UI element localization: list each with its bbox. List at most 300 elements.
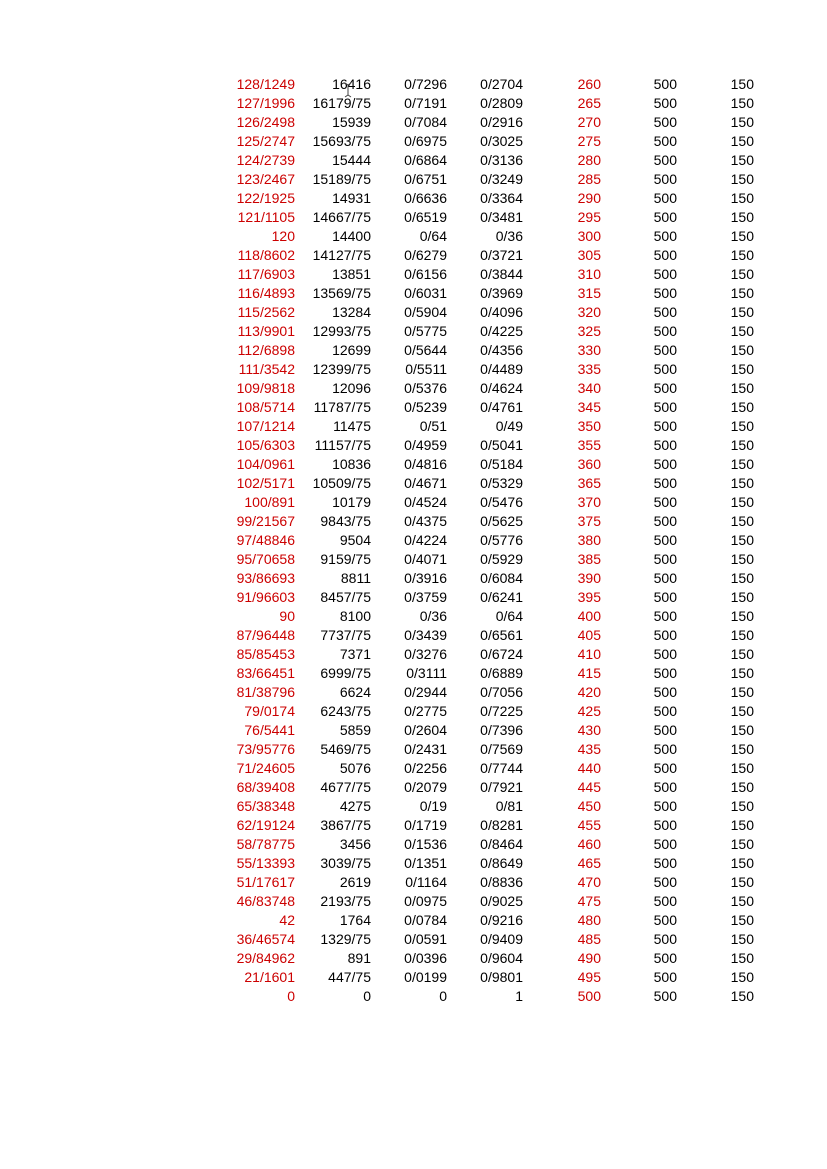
table-cell: 7371 xyxy=(339,646,371,662)
table-cell: 465 xyxy=(577,855,601,871)
table-cell: 13569/75 xyxy=(312,285,371,301)
table-cell: 150 xyxy=(730,399,754,415)
table-cell: 150 xyxy=(730,760,754,776)
table-cell: 93/86693 xyxy=(236,570,295,586)
table-cell: 126/2498 xyxy=(236,114,295,130)
table-cell: 150 xyxy=(730,703,754,719)
table-cell: 0/2431 xyxy=(404,741,447,757)
table-cell: 15939 xyxy=(332,114,371,130)
table-cell: 150 xyxy=(730,228,754,244)
table-cell: 0/9216 xyxy=(480,912,523,928)
table-cell: 0/6279 xyxy=(404,247,447,263)
table-cell: 150 xyxy=(730,304,754,320)
table-cell: 500 xyxy=(653,475,677,491)
table-cell: 150 xyxy=(730,969,754,985)
table-cell: 0/3249 xyxy=(480,171,523,187)
table-cell: 73/95776 xyxy=(236,741,295,757)
table-cell: 150 xyxy=(730,532,754,548)
table-cell: 0/5239 xyxy=(404,399,447,415)
table-cell: 340 xyxy=(577,380,601,396)
table-row xyxy=(224,778,760,797)
table-cell: 500 xyxy=(653,247,677,263)
table-row xyxy=(224,759,760,778)
table-cell: 14127/75 xyxy=(312,247,371,263)
table-cell: 447/75 xyxy=(328,969,371,985)
table-cell: 405 xyxy=(577,627,601,643)
table-cell: 118/8602 xyxy=(237,247,295,263)
table-cell: 0/3844 xyxy=(480,266,523,282)
table-cell: 105/6303 xyxy=(236,437,295,453)
table-cell: 0/4489 xyxy=(480,361,523,377)
table-cell: 120 xyxy=(271,228,295,244)
table-cell: 275 xyxy=(577,133,601,149)
table-cell: 500 xyxy=(653,760,677,776)
table-cell: 3039/75 xyxy=(320,855,371,871)
table-row xyxy=(224,379,760,398)
table-cell: 500 xyxy=(653,418,677,434)
table-cell: 123/2467 xyxy=(236,171,295,187)
table-cell: 121/1105 xyxy=(237,209,295,225)
table-cell: 0/64 xyxy=(495,608,523,624)
table-cell: 0/3111 xyxy=(406,665,447,681)
table-cell: 395 xyxy=(577,589,601,605)
table-cell: 500 xyxy=(653,114,677,130)
table-row xyxy=(224,816,760,835)
table-cell: 83/66451 xyxy=(236,665,295,681)
table-cell: 12699 xyxy=(332,342,371,358)
table-row xyxy=(224,341,760,360)
table-cell: 0/3439 xyxy=(404,627,447,643)
table-cell: 500 xyxy=(653,380,677,396)
table-cell: 305 xyxy=(577,247,601,263)
table-cell: 490 xyxy=(577,950,601,966)
table-cell: 107/1214 xyxy=(236,418,295,434)
table-cell: 440 xyxy=(577,760,601,776)
table-cell: 500 xyxy=(653,912,677,928)
table-cell: 0/9604 xyxy=(480,950,523,966)
table-cell: 0/1351 xyxy=(404,855,447,871)
table-row xyxy=(224,892,760,911)
table-cell: 0/1164 xyxy=(405,874,447,890)
table-cell: 115/2562 xyxy=(237,304,295,320)
data-table xyxy=(224,75,760,1006)
table-cell: 9843/75 xyxy=(320,513,371,529)
table-cell: 0/4624 xyxy=(480,380,523,396)
table-row xyxy=(224,284,760,303)
table-cell: 270 xyxy=(577,114,601,130)
table-cell: 0/7569 xyxy=(480,741,523,757)
table-cell: 113/9901 xyxy=(237,323,295,339)
table-cell: 51/17617 xyxy=(236,874,295,890)
table-cell: 0/6519 xyxy=(404,209,447,225)
table-cell: 0/5776 xyxy=(480,532,523,548)
table-cell: 500 xyxy=(653,703,677,719)
table-cell: 0/49 xyxy=(495,418,523,434)
table-cell: 111/3542 xyxy=(238,361,295,377)
table-cell: 0/6975 xyxy=(404,133,447,149)
table-cell: 150 xyxy=(730,931,754,947)
table-cell: 355 xyxy=(577,437,601,453)
table-cell: 15189/75 xyxy=(312,171,371,187)
table-row xyxy=(224,398,760,417)
table-cell: 460 xyxy=(577,836,601,852)
table-cell: 16179/75 xyxy=(312,95,371,111)
table-cell: 0/6156 xyxy=(404,266,447,282)
table-cell: 345 xyxy=(577,399,601,415)
table-cell: 6243/75 xyxy=(320,703,371,719)
table-cell: 330 xyxy=(577,342,601,358)
table-cell: 0/5644 xyxy=(404,342,447,358)
table-cell: 0/8836 xyxy=(480,874,523,890)
table-cell: 500 xyxy=(653,969,677,985)
table-cell: 0/7396 xyxy=(480,722,523,738)
table-cell: 0/5625 xyxy=(480,513,523,529)
table-cell: 0/1536 xyxy=(404,836,447,852)
table-cell: 0/1719 xyxy=(404,817,447,833)
table-cell: 14400 xyxy=(332,228,371,244)
table-cell: 430 xyxy=(577,722,601,738)
table-cell: 150 xyxy=(730,722,754,738)
table-cell: 150 xyxy=(730,114,754,130)
table-cell: 1 xyxy=(515,988,523,1004)
table-row xyxy=(224,550,760,569)
table-cell: 150 xyxy=(730,494,754,510)
table-cell: 11475 xyxy=(333,418,371,434)
table-cell: 150 xyxy=(730,266,754,282)
table-cell: 10836 xyxy=(332,456,371,472)
table-cell: 0/7191 xyxy=(404,95,447,111)
table-cell: 0/6864 xyxy=(404,152,447,168)
table-cell: 415 xyxy=(577,665,601,681)
table-cell: 15444 xyxy=(332,152,371,168)
table-cell: 500 xyxy=(653,589,677,605)
table-cell: 0/7921 xyxy=(480,779,523,795)
table-cell: 450 xyxy=(577,798,601,814)
table-cell: 15693/75 xyxy=(312,133,371,149)
table-cell: 0/2944 xyxy=(404,684,447,700)
table-cell: 500 xyxy=(653,266,677,282)
table-cell: 150 xyxy=(730,190,754,206)
table-cell: 150 xyxy=(730,950,754,966)
text-cursor-icon xyxy=(343,82,353,98)
table-row xyxy=(224,664,760,683)
table-cell: 71/24605 xyxy=(236,760,295,776)
table-cell: 81/38796 xyxy=(236,684,295,700)
table-cell: 91/96603 xyxy=(236,589,295,605)
table-cell: 150 xyxy=(730,456,754,472)
table-cell: 16416 xyxy=(332,76,371,92)
table-cell: 0/3025 xyxy=(480,133,523,149)
table-cell: 500 xyxy=(653,684,677,700)
table-row xyxy=(224,512,760,531)
table-cell: 55/13393 xyxy=(236,855,295,871)
table-cell: 500 xyxy=(653,342,677,358)
table-cell: 150 xyxy=(730,209,754,225)
table-cell: 150 xyxy=(730,836,754,852)
table-row xyxy=(224,208,760,227)
table-cell: 0/8649 xyxy=(480,855,523,871)
table-cell: 495 xyxy=(577,969,601,985)
table-row xyxy=(224,797,760,816)
table-cell: 500 xyxy=(653,361,677,377)
table-cell: 1764 xyxy=(339,912,371,928)
table-cell: 300 xyxy=(577,228,601,244)
table-cell: 0 xyxy=(363,988,371,1004)
table-cell: 0/8464 xyxy=(480,836,523,852)
table-cell: 500 xyxy=(653,798,677,814)
table-cell: 315 xyxy=(577,285,601,301)
table-cell: 0/6636 xyxy=(404,190,447,206)
table-cell: 150 xyxy=(730,589,754,605)
table-cell: 150 xyxy=(730,988,754,1004)
table-cell: 0/3969 xyxy=(480,285,523,301)
table-cell: 0/4524 xyxy=(404,494,447,510)
table-cell: 500 xyxy=(653,836,677,852)
table-cell: 435 xyxy=(577,741,601,757)
table-cell: 65/38348 xyxy=(236,798,295,814)
table-cell: 0/3721 xyxy=(480,247,523,263)
table-cell: 13851 xyxy=(332,266,371,282)
table-cell: 0/8281 xyxy=(480,817,523,833)
table-cell: 500 xyxy=(653,570,677,586)
table-row xyxy=(224,360,760,379)
table-cell: 500 xyxy=(653,779,677,795)
table-cell: 891 xyxy=(347,950,371,966)
table-cell: 21/1601 xyxy=(244,969,295,985)
table-cell: 500 xyxy=(653,817,677,833)
table-cell: 500 xyxy=(653,627,677,643)
table-cell: 150 xyxy=(730,874,754,890)
table-cell: 500 xyxy=(653,551,677,567)
table-row xyxy=(224,246,760,265)
table-row xyxy=(224,417,760,436)
table-cell: 79/0174 xyxy=(244,703,295,719)
table-row xyxy=(224,740,760,759)
table-cell: 12096 xyxy=(332,380,371,396)
table-row xyxy=(224,968,760,987)
table-cell: 124/2739 xyxy=(236,152,295,168)
table-cell: 12399/75 xyxy=(312,361,371,377)
table-row xyxy=(224,987,760,1006)
table-cell: 470 xyxy=(577,874,601,890)
table-cell: 500 xyxy=(653,133,677,149)
table-cell: 0/2775 xyxy=(404,703,447,719)
table-cell: 0/9801 xyxy=(480,969,523,985)
table-cell: 360 xyxy=(577,456,601,472)
table-row xyxy=(224,607,760,626)
table-row xyxy=(224,170,760,189)
table-cell: 0/7056 xyxy=(480,684,523,700)
table-cell: 0/6084 xyxy=(480,570,523,586)
table-row xyxy=(224,303,760,322)
table-cell: 500 xyxy=(653,304,677,320)
table-cell: 150 xyxy=(730,342,754,358)
table-cell: 0/6241 xyxy=(480,589,523,605)
table-cell: 500 xyxy=(653,741,677,757)
table-row xyxy=(224,265,760,284)
table-cell: 0/5929 xyxy=(480,551,523,567)
table-cell: 0/0975 xyxy=(404,893,447,909)
table-row xyxy=(224,645,760,664)
table-cell: 0/2604 xyxy=(404,722,447,738)
table-cell: 260 xyxy=(577,76,601,92)
table-cell: 500 xyxy=(653,855,677,871)
table-cell: 108/5714 xyxy=(236,399,295,415)
table-row xyxy=(224,75,760,94)
table-row xyxy=(224,151,760,170)
table-cell: 500 xyxy=(653,988,677,1004)
table-cell: 150 xyxy=(730,798,754,814)
table-cell: 0/6031 xyxy=(404,285,447,301)
table-cell: 150 xyxy=(730,285,754,301)
table-row xyxy=(224,531,760,550)
table-row xyxy=(224,702,760,721)
table-cell: 2193/75 xyxy=(320,893,371,909)
table-cell: 6624 xyxy=(339,684,371,700)
table-cell: 500 xyxy=(653,893,677,909)
table-cell: 500 xyxy=(653,646,677,662)
table-cell: 99/21567 xyxy=(236,513,295,529)
table-cell: 0 xyxy=(439,988,447,1004)
table-cell: 3867/75 xyxy=(320,817,371,833)
table-row xyxy=(224,455,760,474)
table-cell: 0/2809 xyxy=(480,95,523,111)
table-cell: 8100 xyxy=(339,608,371,624)
table-cell: 100/891 xyxy=(244,494,295,510)
table-cell: 500 xyxy=(653,513,677,529)
table-row xyxy=(224,873,760,892)
table-cell: 0/3136 xyxy=(480,152,523,168)
table-cell: 0/9409 xyxy=(480,931,523,947)
table-row xyxy=(224,189,760,208)
table-cell: 0/5041 xyxy=(480,437,523,453)
table-cell: 104/0961 xyxy=(236,456,295,472)
table-cell: 0/3276 xyxy=(404,646,447,662)
table-cell: 500 xyxy=(653,494,677,510)
table-cell: 11157/75 xyxy=(314,437,371,453)
table-cell: 102/5171 xyxy=(236,475,295,491)
table-row xyxy=(224,626,760,645)
table-cell: 58/78775 xyxy=(236,836,295,852)
table-cell: 0/3481 xyxy=(480,209,523,225)
table-cell: 5076 xyxy=(339,760,371,776)
table-row xyxy=(224,474,760,493)
table-cell: 350 xyxy=(577,418,601,434)
table-cell: 76/5441 xyxy=(244,722,295,738)
table-cell: 445 xyxy=(577,779,601,795)
table-cell: 150 xyxy=(730,627,754,643)
table-cell: 150 xyxy=(730,684,754,700)
table-cell: 8457/75 xyxy=(320,589,371,605)
table-cell: 150 xyxy=(730,418,754,434)
table-row xyxy=(224,569,760,588)
table-cell: 0/81 xyxy=(495,798,523,814)
table-cell: 0/5775 xyxy=(404,323,447,339)
table-cell: 0/64 xyxy=(419,228,447,244)
table-cell: 390 xyxy=(577,570,601,586)
table-cell: 335 xyxy=(577,361,601,377)
table-row xyxy=(224,835,760,854)
table-cell: 150 xyxy=(730,551,754,567)
table-cell: 0/5476 xyxy=(480,494,523,510)
table-row xyxy=(224,854,760,873)
table-cell: 500 xyxy=(653,209,677,225)
table-cell: 150 xyxy=(730,475,754,491)
table-cell: 90 xyxy=(279,608,295,624)
table-cell: 62/19124 xyxy=(236,817,295,833)
table-cell: 150 xyxy=(730,133,754,149)
table-row xyxy=(224,132,760,151)
table-cell: 0/4225 xyxy=(480,323,523,339)
table-cell: 410 xyxy=(577,646,601,662)
table-cell: 46/83748 xyxy=(236,893,295,909)
table-cell: 400 xyxy=(577,608,601,624)
table-cell: 0/4071 xyxy=(404,551,447,567)
table-cell: 500 xyxy=(653,95,677,111)
table-cell: 310 xyxy=(577,266,601,282)
table-cell: 375 xyxy=(577,513,601,529)
table-cell: 0/0396 xyxy=(404,950,447,966)
table-cell: 0/7744 xyxy=(480,760,523,776)
table-cell: 150 xyxy=(730,779,754,795)
table-cell: 380 xyxy=(577,532,601,548)
table-cell: 500 xyxy=(653,950,677,966)
table-cell: 500 xyxy=(653,190,677,206)
table-cell: 500 xyxy=(653,152,677,168)
table-row xyxy=(224,949,760,968)
table-cell: 285 xyxy=(577,171,601,187)
table-cell: 68/39408 xyxy=(236,779,295,795)
table-cell: 0/2079 xyxy=(404,779,447,795)
table-cell: 500 xyxy=(653,399,677,415)
table-cell: 0/7225 xyxy=(480,703,523,719)
table-cell: 150 xyxy=(730,152,754,168)
table-cell: 150 xyxy=(730,855,754,871)
table-cell: 500 xyxy=(653,323,677,339)
table-cell: 0/0199 xyxy=(404,969,447,985)
table-cell: 1329/75 xyxy=(320,931,371,947)
table-cell: 150 xyxy=(730,361,754,377)
table-row xyxy=(224,588,760,607)
table-cell: 150 xyxy=(730,665,754,681)
table-cell: 0/6724 xyxy=(480,646,523,662)
table-cell: 117/6903 xyxy=(237,266,295,282)
table-cell: 0/7296 xyxy=(404,76,447,92)
table-cell: 280 xyxy=(577,152,601,168)
table-cell: 0 xyxy=(287,988,295,1004)
table-cell: 0/6889 xyxy=(480,665,523,681)
table-cell: 0/4816 xyxy=(404,456,447,472)
table-cell: 150 xyxy=(730,323,754,339)
table-cell: 0/9025 xyxy=(480,893,523,909)
table-cell: 95/70658 xyxy=(236,551,295,567)
table-cell: 0/19 xyxy=(419,798,447,814)
table-cell: 320 xyxy=(577,304,601,320)
table-row xyxy=(224,322,760,341)
table-cell: 0/3364 xyxy=(480,190,523,206)
table-cell: 109/9818 xyxy=(236,380,295,396)
table-cell: 0/5904 xyxy=(404,304,447,320)
table-row xyxy=(224,227,760,246)
table-cell: 385 xyxy=(577,551,601,567)
table-cell: 127/1996 xyxy=(236,95,295,111)
table-cell: 150 xyxy=(730,608,754,624)
table-cell: 150 xyxy=(730,570,754,586)
table-cell: 29/84962 xyxy=(236,950,295,966)
table-cell: 97/48846 xyxy=(236,532,295,548)
table-cell: 150 xyxy=(730,912,754,928)
table-cell: 500 xyxy=(653,722,677,738)
